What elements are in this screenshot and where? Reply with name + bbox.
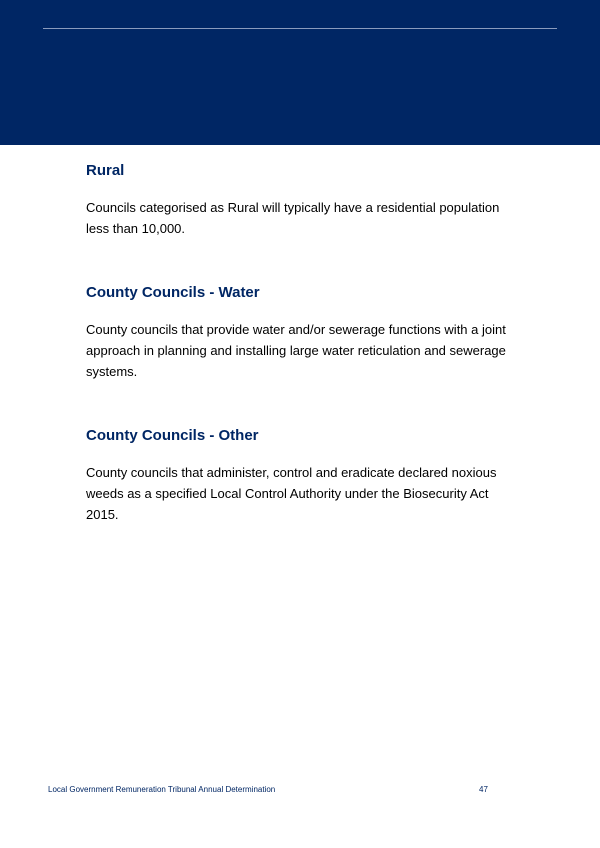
section-heading: County Councils - Water [86, 284, 260, 301]
header-divider [43, 28, 557, 29]
section-heading: Rural [86, 162, 125, 179]
section-body: County councils that administer, control and eradicate declared noxious weeds as a specified Local Control Authority under the Biosecurity Act 2015. [86, 465, 497, 522]
page-content [86, 161, 516, 525]
footer-title: Local Government Remuneration Tribunal Annual Determination [48, 785, 276, 794]
section-body: County councils that provide water and/or sewerage functions with a joint approach in planning and installing large water reticulation and sewerage systems. [86, 322, 506, 379]
page-number: 47 [479, 785, 488, 794]
section-county-councils-water [86, 283, 516, 382]
section-heading: County Councils - Other [86, 427, 259, 444]
section-county-councils-other [86, 426, 516, 525]
header-band [0, 0, 600, 145]
section-body: Councils categorised as Rural will typically have a residential population less than 10,000. [86, 200, 500, 236]
section-rural [86, 161, 516, 239]
